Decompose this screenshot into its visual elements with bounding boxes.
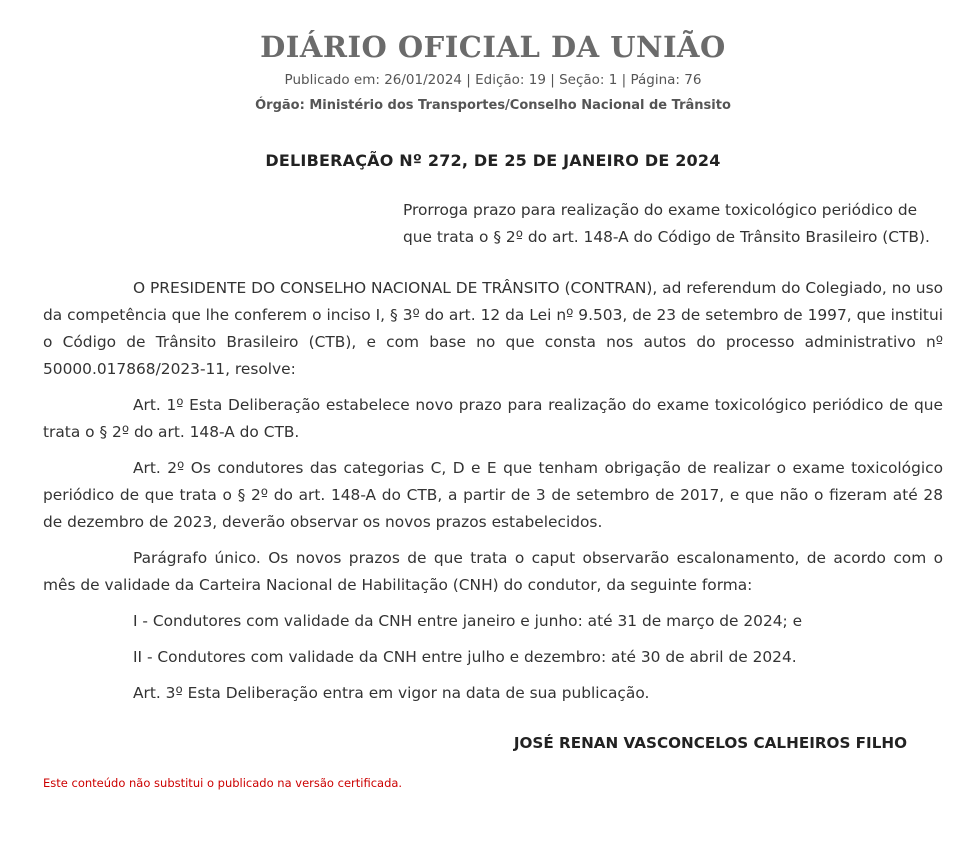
- inciso-1: I - Condutores com validade da CNH entre janeiro e junho: até 31 de março de 2024; e: [133, 612, 803, 630]
- organ-value: Ministério dos Transportes/Conselho Nacional de Trânsito: [304, 98, 731, 113]
- preamble-paragraph: O PRESIDENTE DO CONSELHO NACIONAL DE TRÂNSITO (CONTRAN), ad referendum do Colegiado, no uso da competência que lhe conferem o inciso I, § 3º do art. 12 da Lei nº 9.503, de 23 de setembro de 1997, que institui o Código de Trânsito Brasileiro (CTB), e com base no que consta nos autos do processo administrativo nº 50000.017868/2023-11, resolve:: [43, 279, 943, 378]
- certification-disclaimer: Este conteúdo não substitui o publicado na versão certificada.: [43, 776, 403, 790]
- document-body: [43, 275, 943, 707]
- masthead: [43, 29, 943, 115]
- organ-label: Órgão:: [255, 98, 305, 113]
- article-3: Art. 3º Esta Deliberação entra em vigor na data de sua publicação.: [133, 684, 650, 702]
- publication-info: Publicado em: 26/01/2024 | Edição: 19 | Seção: 1 | Página: 76: [284, 72, 702, 88]
- document-title: DELIBERAÇÃO Nº 272, DE 25 DE JANEIRO DE 2024: [265, 151, 721, 170]
- article-1: Art. 1º Esta Deliberação estabelece novo prazo para realização do exame toxicológico periódico de que trata o § 2º do art. 148-A do CTB.: [43, 396, 943, 441]
- organ-info: [43, 97, 943, 115]
- inciso-2: II - Condutores com validade da CNH entre julho e dezembro: até 30 de abril de 2024.: [133, 648, 797, 666]
- paragrafo-unico: Parágrafo único. Os novos prazos de que trata o caput observarão escalonamento, de acordo com o mês de validade da Carteira Nacional de Habilitação (CNH) do condutor, da seguinte forma:: [43, 549, 943, 594]
- article-2: Art. 2º Os condutores das categorias C, D e E que tenham obrigação de realizar o exame toxicológico periódico de que trata o § 2º do art. 148-A do CTB, a partir de 3 de setembro de 2017, e que não o fizeram até 28 de dezembro de 2023, deverão observar os novos prazos estabelecidos.: [43, 459, 943, 531]
- document-page: [43, 0, 943, 791]
- signature: JOSÉ RENAN VASCONCELOS CALHEIROS FILHO: [513, 734, 907, 752]
- ementa: Prorroga prazo para realização do exame toxicológico periódico de que trata o § 2º do art. 148-A do Código de Trânsito Brasileiro (CTB).: [403, 201, 930, 246]
- masthead-title: DIÁRIO OFICIAL DA UNIÃO: [260, 30, 726, 64]
